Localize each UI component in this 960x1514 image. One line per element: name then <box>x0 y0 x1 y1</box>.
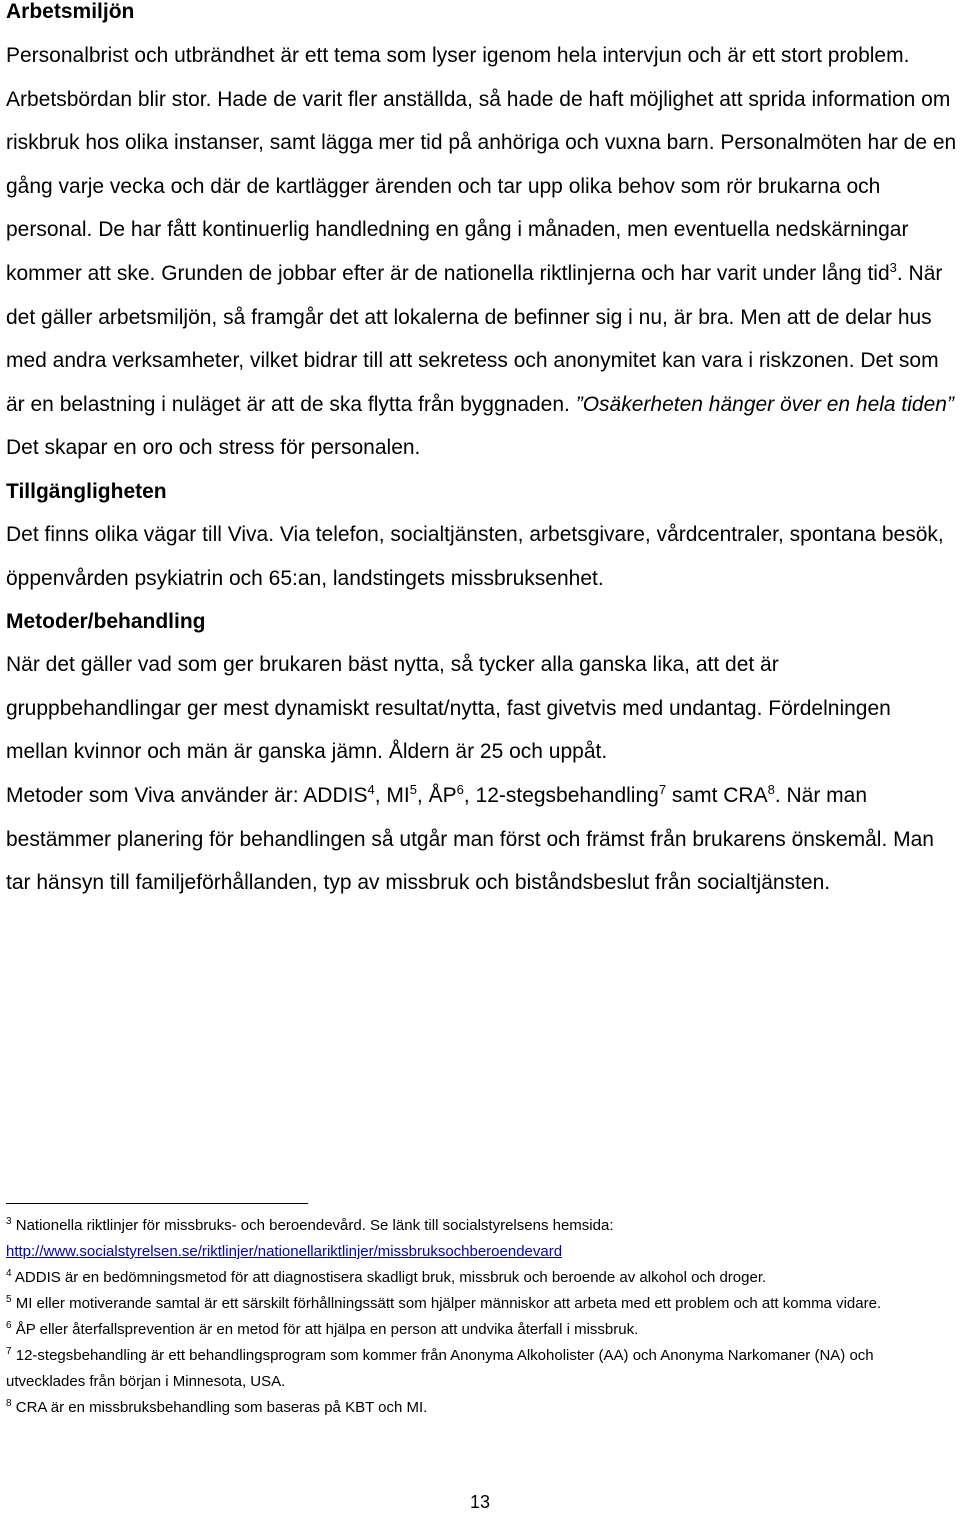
document-page <box>6 0 958 905</box>
page-number: 13 <box>469 1492 491 1512</box>
footnote-4: $^4$ ADDIS är en bedömningsmetod för att diagnostisera skadligt bruk, missbruk och beroende av alkohol och droger. <box>6 1268 767 1286</box>
footnote-link[interactable]: http://www.socialstyrelsen.se/riktlinjer/nationellariktlinjer/missbruksochberoendevard <box>6 1243 563 1260</box>
footnote-ref-7[interactable]: 7 <box>658 781 667 797</box>
paragraph-metoder: När det gäller vad som ger brukaren bäst nytta, så tycker alla ganska lika, att det är gruppbehandlingar ger mest dynamiskt resultat/nytta, fast givetvis med undantag. Fördelningen mellan kvinnor och män är ganska jämn. Åldern är 25 och uppåt. Metoder som Viva använder är: ADDIS$^4$, $MI^5$, $ÅP^6$, 12-stegsbehandling$^7$ samt CRA$^8$. När man bestämmer planering för behandlingen så utgår man först och främst från brukarens önskemål. Man tar hänsyn till familjeförhållanden, typ av missbruk och biståndsbeslut från socialtjänsten. <box>6 653 934 895</box>
footnote-ref-6[interactable]: 6 <box>456 781 464 797</box>
footnote-ref-3[interactable]: 3 <box>889 259 897 275</box>
quote: ”Osäkerheten hänger över en hela tiden” <box>575 392 954 416</box>
paragraph-arbetsmiljo: Personalbrist och utbrändhet är ett tema som lyser igenom hela intervjun och är ett stort problem. Arbetsbördan blir stor. Hade de varit fler anställda, så hade de haft möjlighet att sprida information om riskbruk hos olika instanser, samt lägga mer tid på anhöriga och vuxna barn. Personalmöten har de en gång varje vecka och där de kartlägger ärenden och tar upp olika behov som rör brukarna och personal. De har fått kontinuerlig handledning en gång i månaden, men eventuella nedskärningar kommer att ske. Grunden de jobbar efter är de nationella riktlinjerna och har varit under lång tid$^3$. När det gäller arbetsmiljön, så framgår det att lokalerna de befinner sig i nu, är bra. Men att de delar hus med andra verksamheter, vilket bidrar till att sekretess och anonymitet kan vara i riskzonen. Det som är en belastning i nuläget är att de ska flytta från byggnaden. ”Osäkerheten hänger över en hela tiden” Det skapar en oro och stress för personalen. <box>6 44 957 460</box>
footnote-3: $^3$ Nationella riktlinjer för missbruks- och beroendevård. Se länk till socialstyrelsens hemsida: http://www.socialstyrelsen.se/riktlinjer/nationellariktlinjer/missbruksochberoendevard <box>6 1216 614 1260</box>
heading-tillganglighet: Tillgängligheten <box>6 479 167 503</box>
footnote-7: $^7$ 12-stegsbehandling är ett behandlingsprogram som kommer från Anonyma Alkoholister (AA) och Anonyma Narkomaner (NA) och utvecklades från början i Minnesota, USA. <box>6 1346 874 1390</box>
paragraph-tillganglighet: Det finns olika vägar till Viva. Via telefon, socialtjänsten, arbetsgivare, vårdcentraler, spontana besök, öppenvården psykiatrin och 65:an, landstingets missbruksenhet. <box>6 522 944 590</box>
footnote-ref-4[interactable]: 4 <box>367 781 375 797</box>
footnote-8: $^8$ CRA är en missbruksbehandling som baseras på KBT och MI. <box>6 1398 428 1416</box>
footnote-5: $^5$ MI eller motiverande samtal är ett särskilt förhållningssätt som hjälper människor att arbeta med ett problem och att komma vidare. <box>6 1294 882 1312</box>
footnote-6: $^6$ ÅP eller återfallsprevention är en metod för att hjälpa en person att undvika återfall i missbruk. <box>6 1320 639 1338</box>
footnotes <box>6 1213 956 1421</box>
heading-arbetsmiljo: Arbetsmiljön <box>6 0 135 23</box>
heading-metoder: Metoder/behandling <box>6 610 206 634</box>
footnote-ref-5[interactable]: 5 <box>409 781 417 797</box>
footnote-ref-8[interactable]: 8 <box>767 781 775 797</box>
footnote-separator <box>6 1203 308 1204</box>
